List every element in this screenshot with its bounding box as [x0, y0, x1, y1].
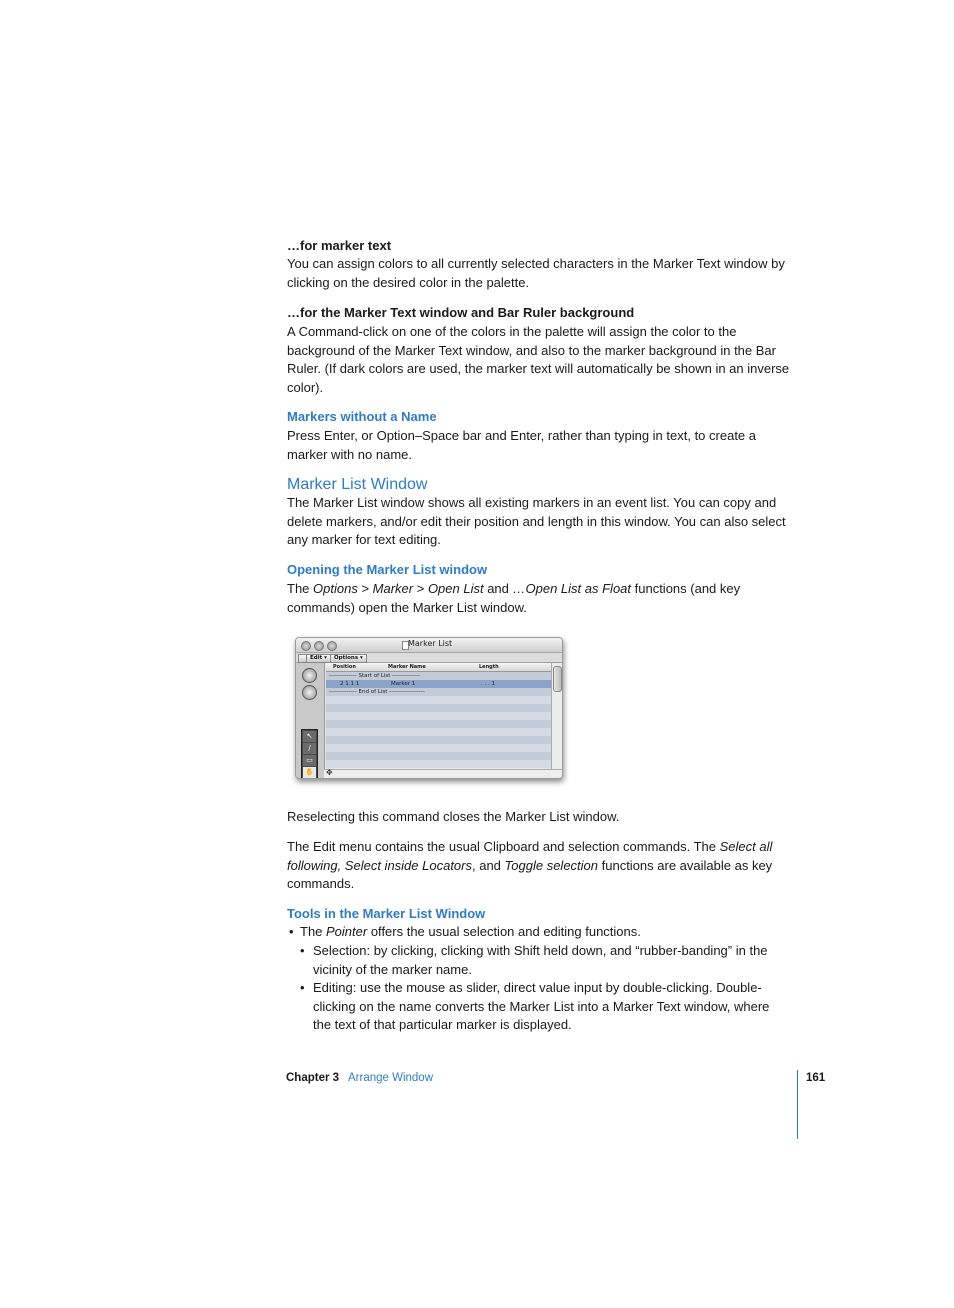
eraser-tool-icon: ▭ — [303, 755, 316, 766]
marker-list-area — [326, 672, 551, 768]
paragraph-opening-marker-list: The Options > Marker > Open List and …Open List as Float functions (and key commands) open the Marker List window. — [287, 581, 741, 615]
tool-sidebar — [296, 663, 325, 778]
window-title: Marker List — [408, 639, 453, 648]
menu-options: Options ▾ — [330, 654, 367, 663]
list-start-row: -------------- Start of List -------------- — [329, 673, 420, 679]
paragraph-background: A Command-click on one of the colors in the palette will assign the color to the background of the Marker Text window, and also to the marker background in the Bar Ruler. (If dark colors are used, the marker text will automatically be shown in an inverse color). — [287, 324, 790, 395]
minimize-icon — [314, 641, 324, 651]
bullet: • — [289, 924, 294, 939]
bullet: • — [300, 980, 305, 995]
list-header — [326, 663, 551, 672]
scroll-thumb — [553, 666, 562, 692]
close-icon — [301, 641, 311, 651]
column-length: Length — [479, 664, 499, 670]
window-titlebar — [296, 638, 562, 653]
list-end-row: -------------- End of List ------------------ — [329, 689, 425, 695]
pointer-tool-icon: ↖ — [303, 731, 316, 742]
list-item-editing: Editing: use the mouse as slider, direct value input by double-clicking. Double-clicking on the name converts the Marker List into a Marker Text window, where the text of that particular marker is displayed. — [313, 980, 770, 1033]
hand-tool-icon: ✋ — [303, 767, 316, 778]
paragraph-reselecting: Reselecting this command closes the Marker List window. — [287, 809, 620, 824]
list-item-selection: Selection: by clicking, clicking with Shift held down, and “rubber-banding” in the vicinity of the marker name. — [313, 943, 768, 977]
marker-list-window-screenshot — [295, 637, 563, 779]
heading-tools: Tools in the Marker List Window — [287, 906, 486, 921]
paragraph-markers-without-name: Press Enter, or Option–Space bar and Enter, rather than typing in text, to create a marker with no name. — [287, 428, 756, 462]
heading-opening-marker-list: Opening the Marker List window — [287, 562, 488, 577]
bullet: • — [300, 943, 305, 958]
footer-divider — [797, 1070, 798, 1139]
bottom-bar — [324, 769, 562, 779]
heading-markers-without-name: Markers without a Name — [287, 409, 437, 424]
footer-chapter: Chapter 3 — [286, 1072, 340, 1084]
list-item-pointer: The Pointer offers the usual selection and editing functions. — [300, 924, 641, 939]
footer-chapter-title: Arrange Window — [348, 1072, 434, 1084]
subheading-background: …for the Marker Text window and Bar Ruler background — [287, 305, 635, 320]
subheading-marker-text: …for marker text — [287, 238, 392, 253]
paragraph-edit-menu: The Edit menu contains the usual Clipboard and selection commands. The Select all following, Select inside Locators, and Toggle selection functions are available as key commands. — [287, 839, 773, 892]
piano-icon — [302, 668, 317, 683]
menu-edit: Edit ▾ — [306, 654, 331, 663]
page-number: 161 — [806, 1072, 826, 1084]
marker-row: 2 1 1 1 Marker 1 . . . 1 — [326, 680, 551, 688]
move-icon: ✥ — [326, 768, 333, 777]
toolbox — [301, 729, 318, 779]
window-menubar — [296, 653, 562, 663]
paragraph-marker-list-window: The Marker List window shows all existing markers in an event list. You can copy and delete markers, and/or edit their position and length in this window. You can also select any marker for text editing. — [287, 495, 786, 548]
pencil-tool-icon: / — [303, 743, 316, 754]
marker-icon — [302, 685, 317, 700]
vertical-scrollbar — [551, 663, 562, 769]
paragraph-marker-text: You can assign colors to all currently selected characters in the Marker Text window by clicking on the desired color in the palette. — [287, 256, 785, 290]
column-position: Position — [333, 664, 356, 670]
column-marker-name: Marker Name — [388, 664, 426, 670]
zoom-icon — [327, 641, 337, 651]
heading-marker-list-window: Marker List Window — [287, 476, 428, 493]
